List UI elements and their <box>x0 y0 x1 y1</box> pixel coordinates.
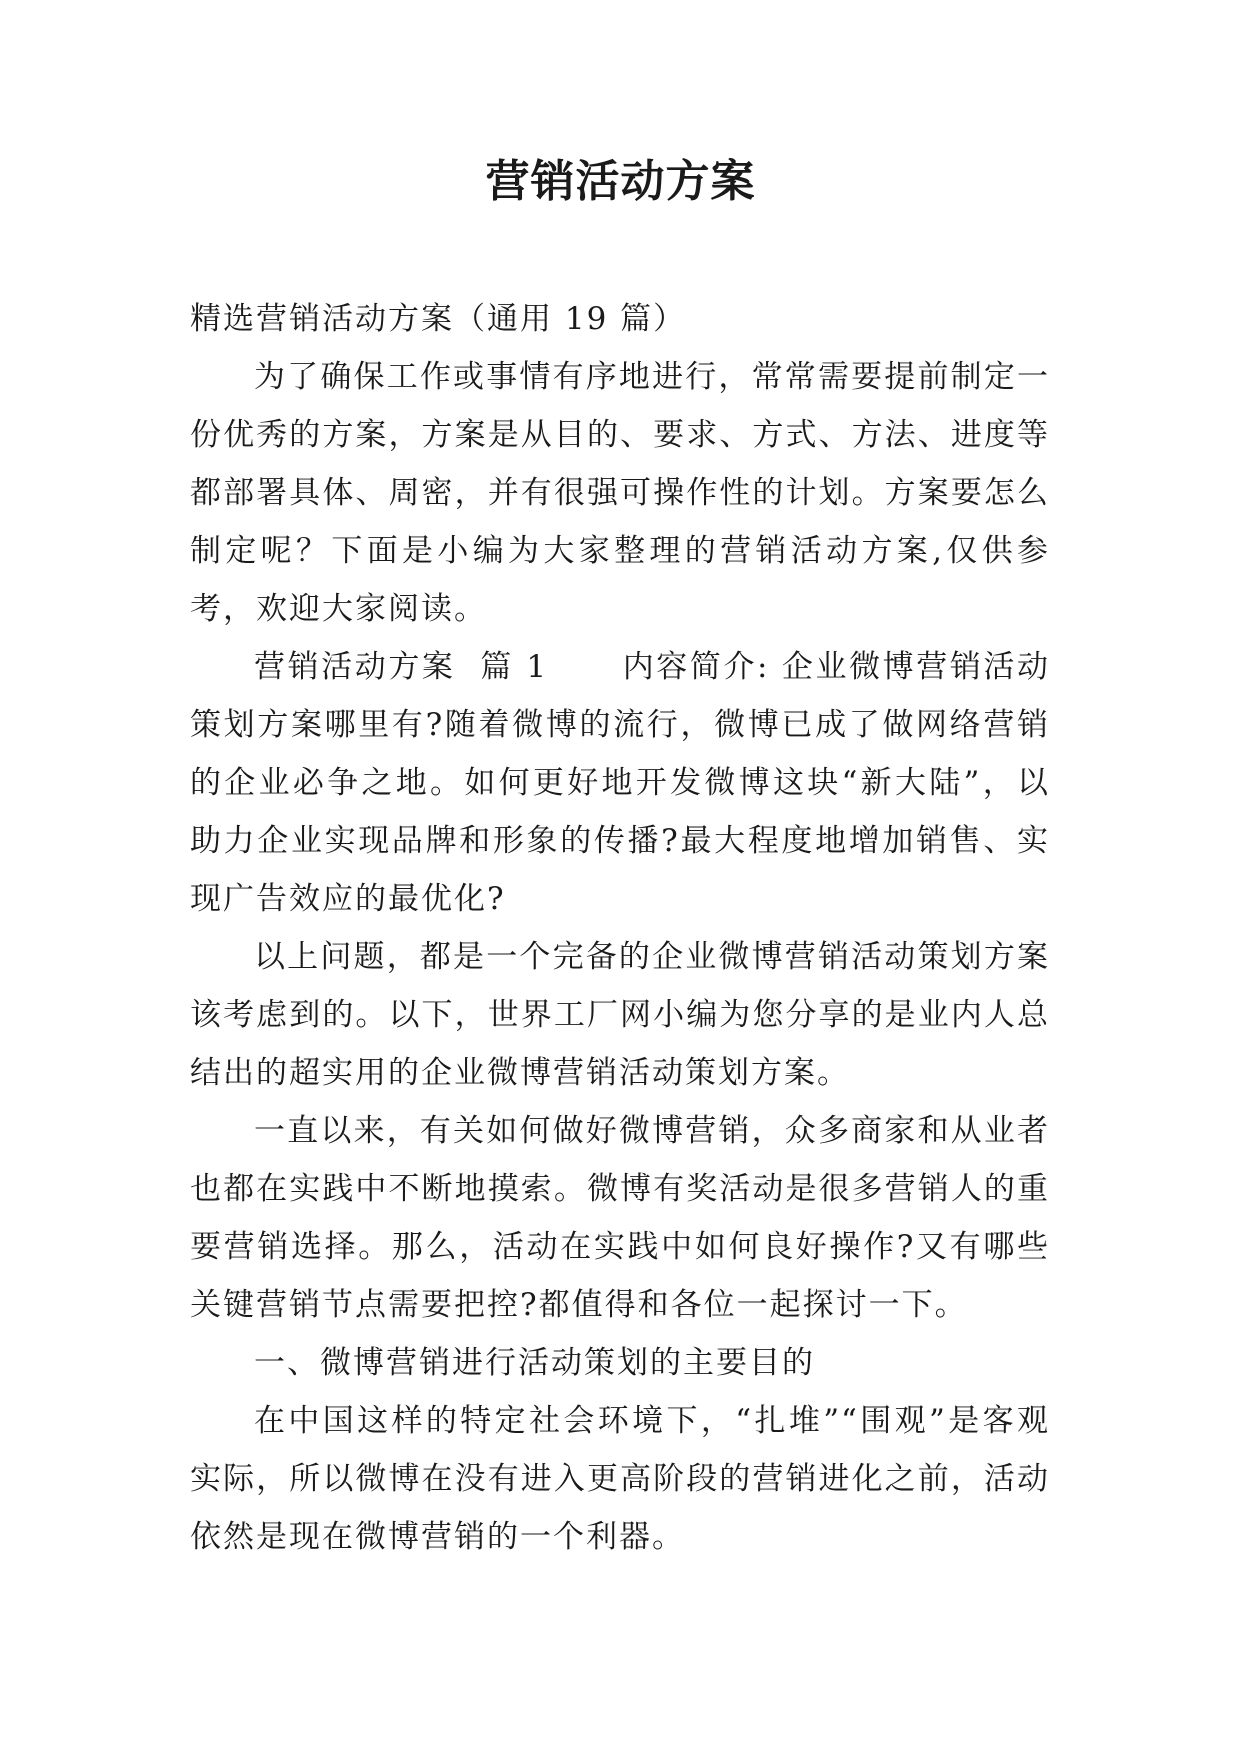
paragraph-practice: 一直以来，有关如何做好微博营销，众多商家和从业者也都在实践中不断地摸索。微博有奖活动是很多营销人的重要营销选择。那么，活动在实践中如何良好操作?又有哪些关键营销节点需要把控?都值得和各位一起探讨一下。 <box>190 1113 1050 1323</box>
paragraph-section-1-intro: 营销活动方案 篇 1 内容简介: 企业微博营销活动策划方案哪里有?随着微博的流行，微博已成了做网络营销的企业必争之地。如何更好地开发微博这块“新大陆”，以助力企业实现品牌和形象的传播?最大程度地增加销售、实现广告效应的最优化? <box>190 649 1050 917</box>
document-body <box>190 290 1050 1566</box>
section-heading-purpose: 一、微博营销进行活动策划的主要目的 <box>254 1345 815 1381</box>
document-title: 营销活动方案 <box>485 156 756 207</box>
paragraph-intro: 为了确保工作或事情有序地进行，常常需要提前制定一份优秀的方案，方案是从目的、要求、方式、方法、进度等都部署具体、周密，并有很强可操作性的计划。方案要怎么制定呢？下面是小编为大家整理的营销活动方案,仅供参考，欢迎大家阅读。 <box>190 359 1050 627</box>
document-subtitle: 精选营销活动方案（通用 19 篇） <box>190 301 687 337</box>
paragraph-purpose: 在中国这样的特定社会环境下，“扎堆”“围观”是客观实际，所以微博在没有进入更高阶段的营销进化之前，活动依然是现在微博营销的一个利器。 <box>190 1403 1050 1555</box>
paragraph-questions-summary: 以上问题，都是一个完备的企业微博营销活动策划方案该考虑到的。以下，世界工厂网小编为您分享的是业内人总结出的超实用的企业微博营销活动策划方案。 <box>190 939 1050 1091</box>
